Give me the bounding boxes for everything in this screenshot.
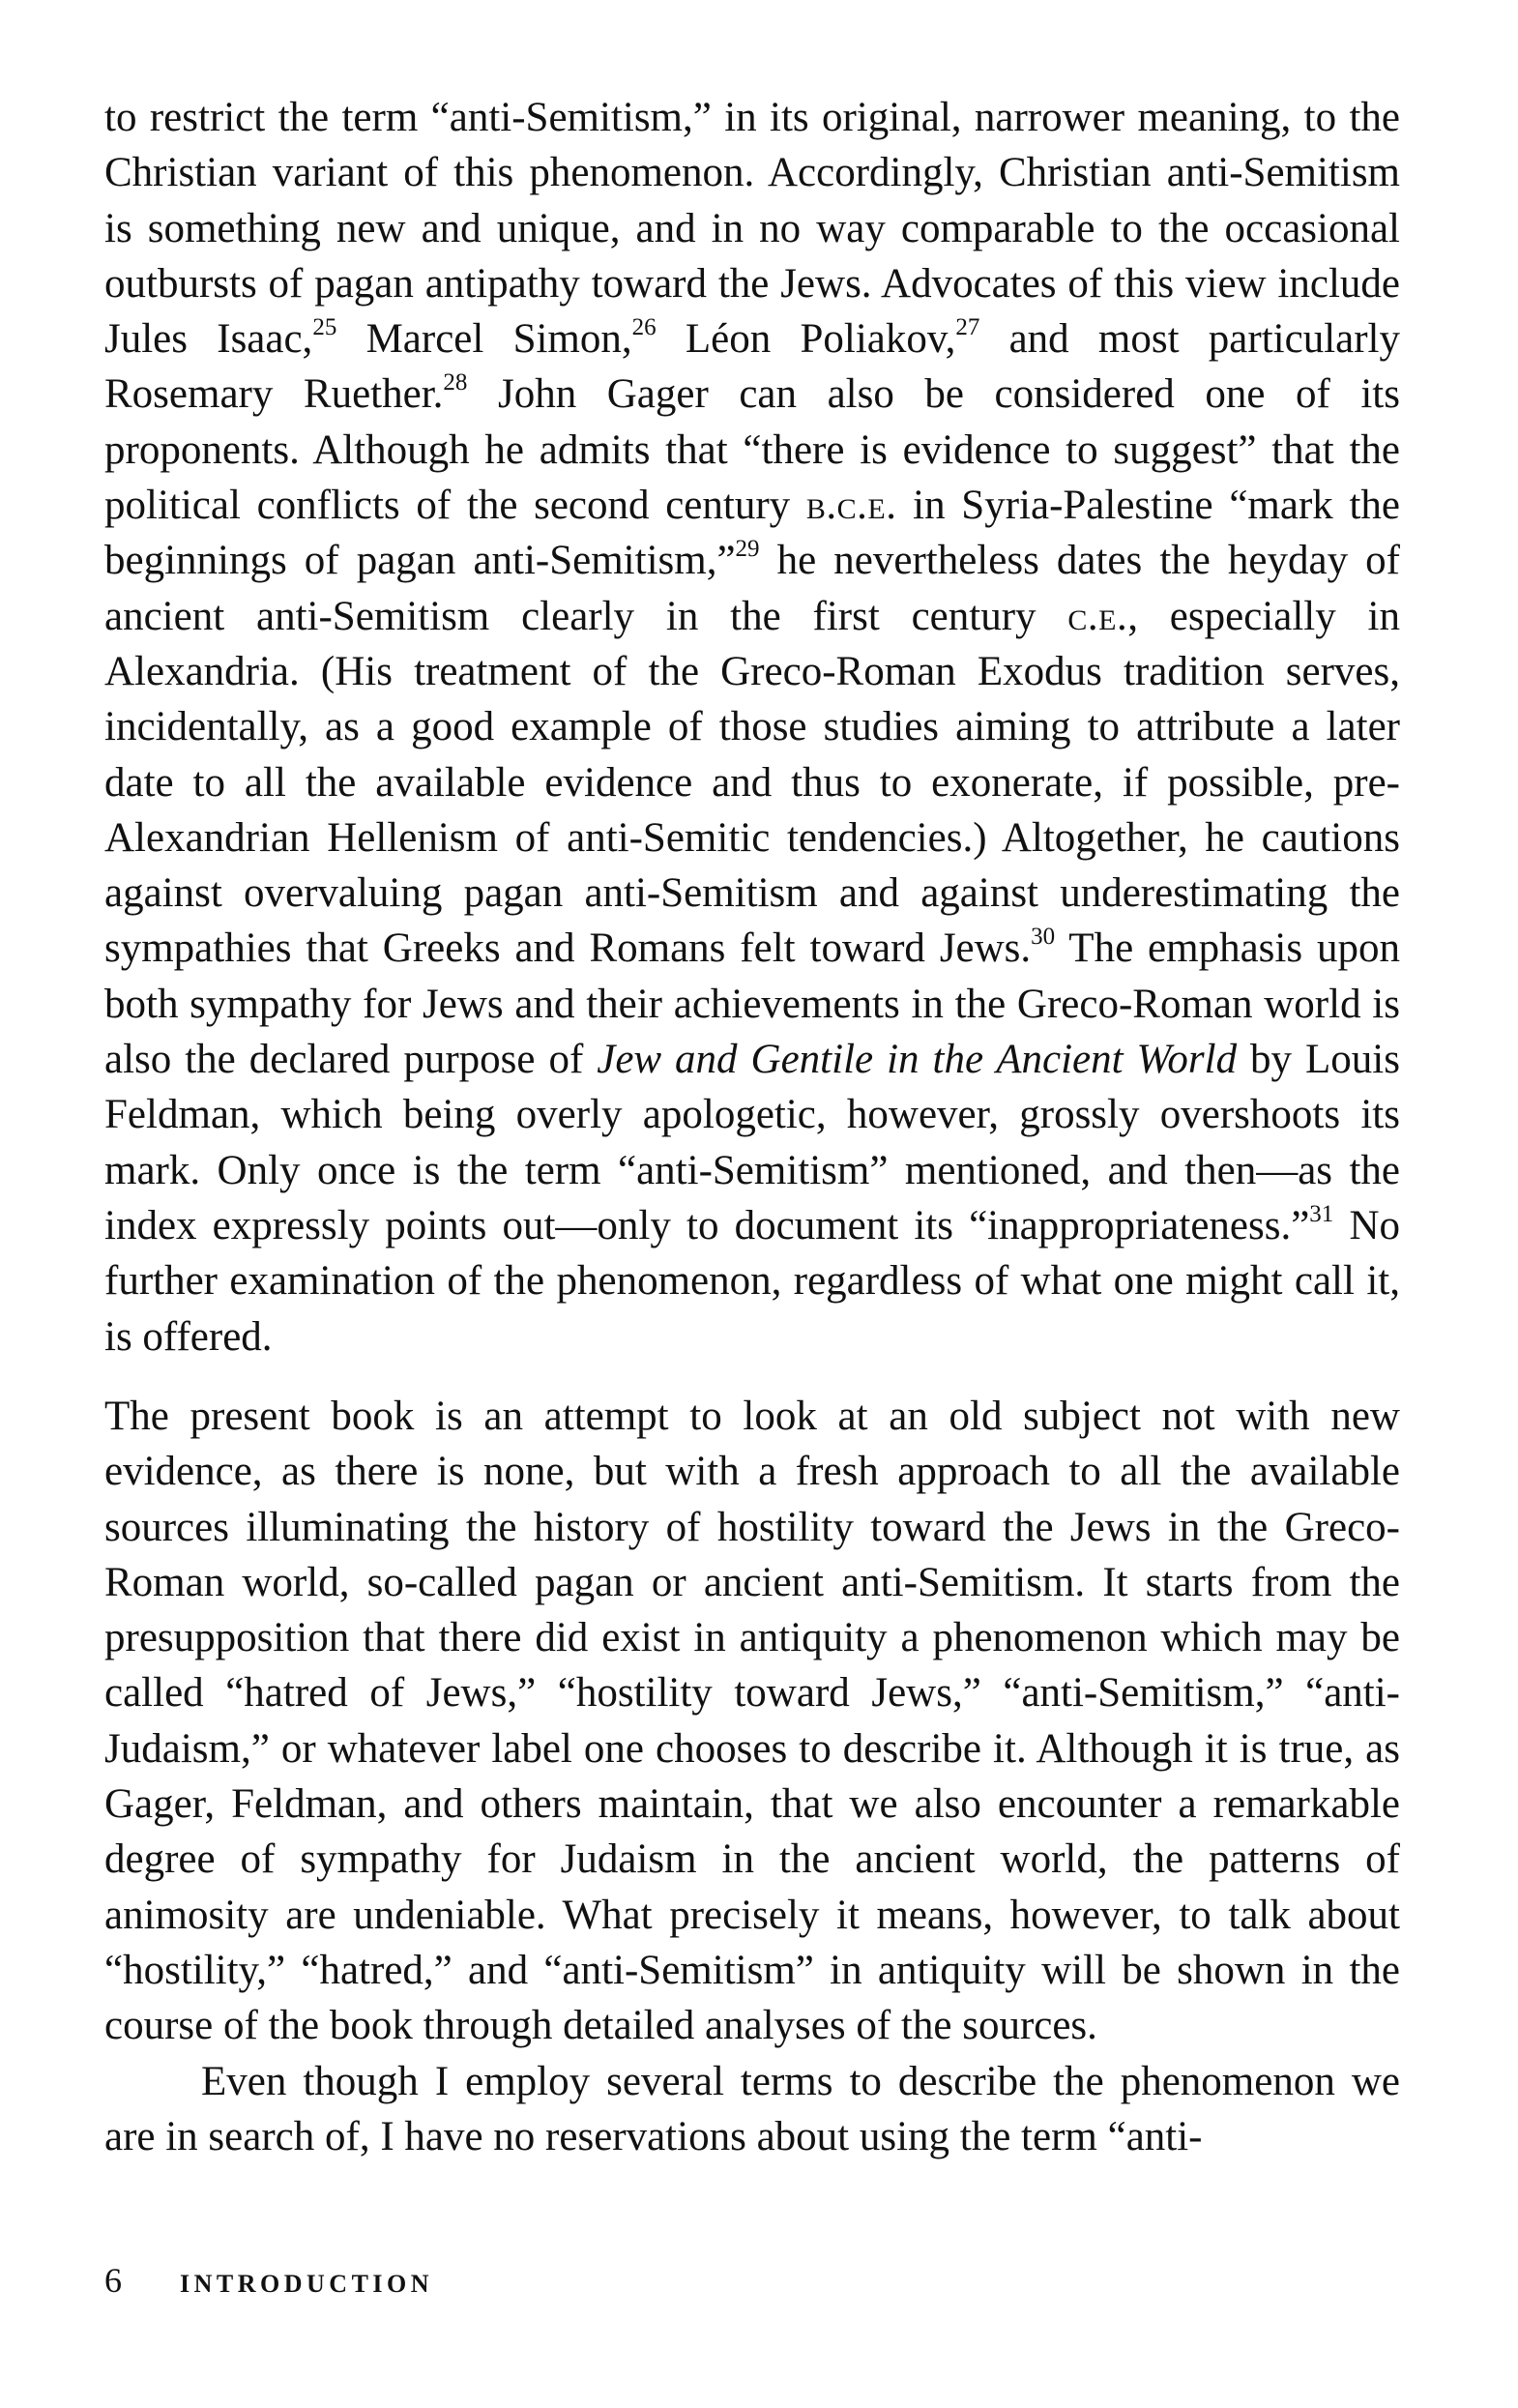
era-abbreviation-bce: b.c.e.: [805, 483, 897, 529]
text-run: Marcel Simon,: [336, 316, 632, 363]
footnote-ref-27: 27: [955, 314, 980, 341]
text-run: and most particularly Rosemary Ruether.: [104, 316, 1400, 418]
text-run: by Louis Feldman, which being overly apologetic, however, grossly overshoots its mark. Only once is the term “anti-Semitism” mentioned, and then—as the index expressly points out—only to document its “inappropriateness.”: [104, 1037, 1400, 1248]
footnote-ref-26: 26: [631, 314, 657, 341]
footnote-ref-25: 25: [312, 314, 337, 341]
paragraph-present-book: The present book is an attempt to look at an old subject not with new evidence, as there is none, but with a fresh approach to all the available sources illuminating the history of hostility toward the Jews in the Greco-Roman world, so-called pagan or ancient anti-Semitism. It starts from the presupposition that there did exist in antiquity a phenomenon which may be called “hatred of Jews,” “hostility toward Jews,” “anti-Semitism,” “anti-Judaism,” or whatever label one chooses to describe it. Although it is true, as Gager, Feldman, and others maintain, that we also encounter a remarkable degree of sympathy for Judaism in the ancient world, the patterns of animosity are undeniable. What precisely it means, however, to talk about “hostility,” “hatred,” and “anti-Semitism” in antiquity will be shown in the course of the book through detailed analyses of the sources.: [104, 1394, 1400, 2049]
text-block-continued: [104, 90, 1400, 1365]
footnote-ref-28: 28: [443, 369, 468, 396]
text-run: The emphasis upon both sympathy for Jews and their achievements in the Greco-Roman world is also the declared purpose of: [104, 925, 1400, 1083]
footnote-ref-31: 31: [1309, 1200, 1334, 1227]
footnote-ref-29: 29: [735, 536, 760, 563]
text-run: John Gager can also be considered one of its proponents. Although he admits that “there is evidence to suggest” that the political conflicts of the second century: [104, 371, 1400, 529]
text-run: Léon Poliakov,: [656, 316, 956, 363]
paragraph-terms: Even though I employ several terms to describe the phenomenon we are in search of, I have no reservations about using the term “anti-: [104, 2058, 1400, 2159]
running-head: INTRODUCTION: [180, 2270, 434, 2298]
page-footer: [104, 2261, 433, 2304]
text-run: , especially in Alexandria. (His treatment of the Greco-Roman Exodus tradition serves, incidentally, as a good example of those studies aiming to attribute a later date to all the available evidence and thus to exonerate, if possible, pre-Alexandrian Hellenism of anti-Semitic tendencies.) Altogether, he cautions against overvaluing pagan anti-Semitism and against underestimating the sympathies that Greeks and Romans felt toward Jews.: [104, 593, 1400, 972]
page-number: 6: [104, 2261, 122, 2300]
era-abbreviation-ce: c.e.: [1067, 593, 1128, 639]
text-run: in Syria-Palestine “mark the beginnings of pagan anti-Semitism,”: [104, 483, 1401, 584]
text-run: to restrict the term “anti-Semitism,” in its original, narrower meaning, to the Christian variant of this phenomenon. Accordingly, Christian anti-Semitism is something new and unique, and in no way comparable to the occasional outbursts of pagan antipathy toward the Jews. Advocates of this view include Jules Isaac,: [104, 95, 1400, 363]
paragraph-continued: [104, 90, 1400, 1365]
text-block-new-section: [104, 1389, 1400, 2164]
text-run: he nevertheless dates the heyday of ancient anti-Semitism clearly in the first century: [104, 538, 1400, 639]
footnote-ref-30: 30: [1031, 924, 1056, 951]
text-run: No further examination of the phenomenon, regardless of what one might call it, is offered.: [104, 1202, 1400, 1360]
book-title-italic: Jew and Gentile in the Ancient World: [597, 1037, 1238, 1083]
